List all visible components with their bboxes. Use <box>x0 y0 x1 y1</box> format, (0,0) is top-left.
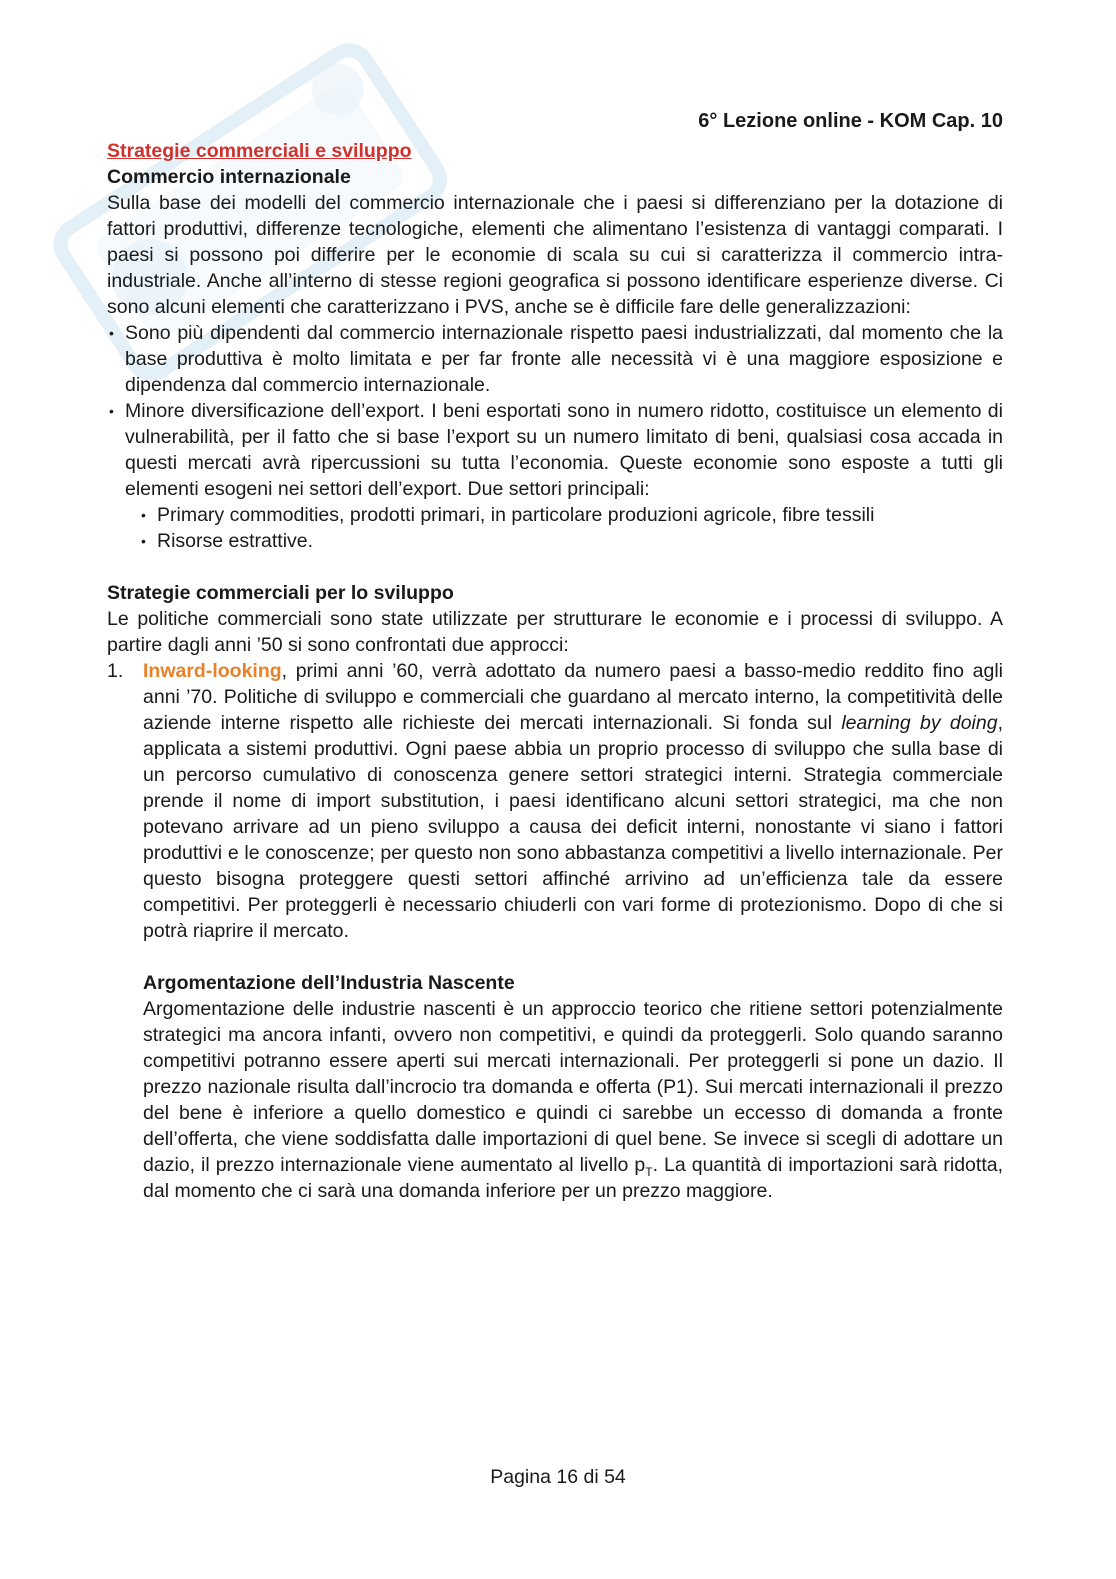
subheading-commercio: Commercio internazionale <box>107 166 351 188</box>
sub-bullet-list <box>125 502 1003 554</box>
item-number: 1. <box>107 660 124 682</box>
list-item: • Sono più dipendenti dal commercio internazionale rispetto paesi industrializzati, dal momento che la base produttiva è molto limitata e per far fronte alle necessità vi è una maggiore esposizione e dipendenza dal commercio internazionale. <box>107 320 1003 398</box>
lesson-header: 6° Lezione online - KOM Cap. 10 <box>698 110 1003 132</box>
item-text-b: , applicata a sistemi produttivi. Ogni paese abbia un proprio processo di sviluppo che sulla base di un percorso cumulativo di conoscenza genere settori strategici interni. Strategia commerciale prende il nome di import substitution, i paesi identificano alcuni settori strategici, ma che non potevano arrivare ad un pieno sviluppo a causa dei deficit interni, nonostante vi siano i fattori produttivi e le conoscenze; per questo non sono abbastanza competitivi a livello internazionale. Per questo bisogna proteggere questi settori affinché arrivino ad un’efficienza tale da essere competitivi. Per proteggerli è necessario chiuderli con vari forme di protezionismo. Dopo di che si potrà riaprire il mercato. <box>143 712 1003 942</box>
industria-text-b: . La quantità di importazioni sarà ridotta, dal momento che ci sarà una domanda inferiore per un prezzo maggiore. <box>143 1154 1004 1202</box>
intro-paragraph: Sulla base dei modelli del commercio internazionale che i paesi si differenziano per la dotazione di fattori produttivi, differenze tecnologiche, elementi che alimentano l’esistenza di vantaggi comparati. I paesi si possono poi differire per le economie di scala su cui si caratterizza il commercio intra-industriale. Anche all’interno di stesse regioni geografica si possono identificare esperienze diverse. Ci sono alcuni elementi che caratterizzano i PVS, anche se è difficile fare delle generalizzazioni: <box>107 192 1003 318</box>
bullet-list <box>107 320 1003 554</box>
subscript-t: T <box>645 1164 653 1179</box>
numbered-list <box>107 658 1003 944</box>
section-title: Strategie commerciali e sviluppo <box>107 140 412 162</box>
item-text-a: , primi anni ’60, verrà adottato da numero paesi a basso-medio reddito fino agli anni ’70. Politiche di sviluppo e commerciali che guardano al mercato interno, la competitività delle aziende interne rispetto alle richieste dei mercati internazionali. Si fonda sul <box>143 660 1003 734</box>
highlight-term: Inward-looking <box>143 660 282 682</box>
subheading-strategie: Strategie commerciali per lo sviluppo <box>107 582 454 604</box>
strategie-paragraph: Le politiche commerciali sono state utilizzate per strutturare le economie e i processi di sviluppo. A partire dagli anni ’50 si sono confrontati due approcci: <box>107 608 1003 656</box>
sub-list-item: • Risorse estrattive. <box>141 528 1003 554</box>
italic-term: learning by doing <box>841 712 998 734</box>
industria-nascente-block <box>107 970 1003 1204</box>
industria-paragraph <box>143 996 1003 1204</box>
page-content <box>107 108 1003 1204</box>
industria-text-a: Argomentazione delle industrie nascenti è un approccio teorico che ritiene settori potenzialmente strategici ma ancora infanti, ovvero non competitivi, e quindi da proteggerli. Solo quando saranno competitivi potranno essere aperti sui mercati internazionali. Per proteggerli si pone un dazio. Il prezzo nazionale risulta dall’incrocio tra domanda e offerta (P1). Sui mercati internazionali il prezzo del bene è inferiore a quello domestico e quindi ci sarebbe un eccesso di domanda a fronte dell’offerta, che viene soddisfatta dalle importazioni di quel bene. Se invece si scegli di adottare un dazio, il prezzo internazionale viene aumentato al livello p <box>143 998 1003 1176</box>
numbered-item <box>107 658 1003 944</box>
sub-list-item: • Primary commodities, prodotti primari, in particolare produzioni agricole, fibre tessili <box>141 502 1003 528</box>
list-item <box>107 398 1003 554</box>
page-number: Pagina 16 di 54 <box>490 1466 626 1488</box>
subheading-industria: Argomentazione dell’Industria Nascente <box>143 972 515 994</box>
list-item-text: Minore diversificazione dell’export. I beni esportati sono in numero ridotto, costituisce un elemento di vulnerabilità, per il fatto che si base l’export su un numero limitato di beni, qualsiasi cosa accada in questi mercati avrà ripercussioni su tutta l’economia. Queste economie sono esposte a tutti gli elementi esogeni nei settori dell’export. Due settori principali: <box>125 400 1003 500</box>
